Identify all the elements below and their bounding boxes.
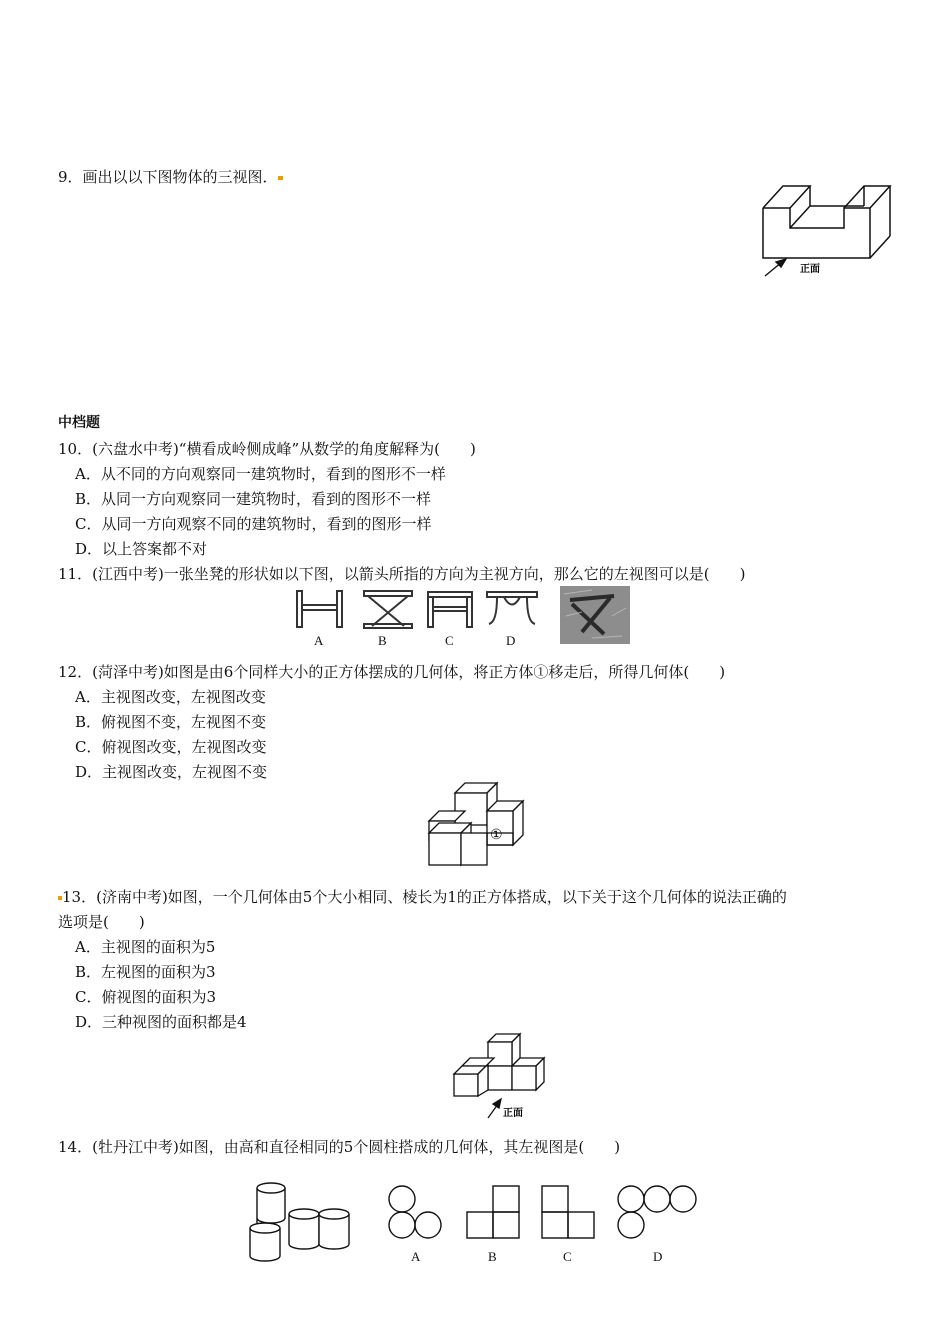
q12-option-b: B．俯视图不变，左视图不变 (75, 713, 267, 731)
q9-figure (760, 183, 900, 283)
q13-option-b: B．左视图的面积为3 (75, 963, 216, 981)
q14-label-a: A (411, 1249, 421, 1264)
q12-stem: 12．(菏泽中考)如图是由6个同样大小的正方体摆成的几何体，将正方体①移走后，所得几何体( ) (58, 663, 726, 681)
cube-1-label: ① (490, 828, 503, 843)
q12-option-d: D．主视图改变，左视图不变 (75, 763, 268, 781)
q11-label-c: C (445, 633, 454, 648)
front-label: 正面 (503, 1108, 523, 1119)
q10-stem: 10．(六盘水中考)“横看成岭侧成峰”从数学的角度解释为( ) (58, 440, 476, 458)
q10-option-d: D．以上答案都不对 (75, 540, 208, 558)
q13-option-d: D．三种视图的面积都是4 (75, 1013, 247, 1031)
q14-stem: 14．(牡丹江中考)如图，由高和直径相同的5个圆柱搭成的几何体，其左视图是( ) (58, 1138, 621, 1156)
q11-label-a: A (314, 633, 324, 648)
q13-figure (450, 1032, 560, 1122)
q14-label-c: C (563, 1249, 572, 1264)
q9-stem: 9．画出以以下图物体的三视图． (58, 167, 283, 187)
q10-option-a: A．从不同的方向观察同一建筑物时，看到的图形不一样 (75, 465, 446, 483)
q14-figures (245, 1178, 705, 1266)
q13-stem-line1: 13．(济南中考)如图，一个几何体由5个大小相同、棱长为1的正方体搭成，以下关于这个几何体的说法正确的 (58, 887, 787, 907)
q11-label-d: D (506, 633, 516, 648)
q10-option-c: C．从同一方向观察不同的建筑物时，看到的图形一样 (75, 515, 432, 533)
q13-option-a: A．主视图的面积为5 (75, 938, 216, 956)
q12-figure (425, 783, 525, 869)
q14-label-d: D (653, 1249, 663, 1264)
q10-option-b: B．从同一方向观察同一建筑物时，看到的图形不一样 (75, 490, 432, 508)
q13-stem-line2: 选项是( ) (58, 913, 145, 931)
q13-option-c: C．俯视图的面积为3 (75, 988, 217, 1006)
q12-option-c: C．俯视图改变，左视图改变 (75, 738, 267, 756)
q11-stem: 11．(江西中考)一张坐凳的形状如以下图，以箭头所指的方向为主视方向，那么它的左视图可以是( ) (58, 565, 746, 583)
q11-label-b: B (378, 633, 387, 648)
q14-label-b: B (488, 1249, 497, 1264)
front-label: 正面 (800, 264, 820, 275)
edit-mark (278, 176, 283, 180)
q12-option-a: A．主视图改变，左视图改变 (75, 688, 266, 706)
section-title: 中档题 (58, 415, 100, 431)
q11-figures (292, 586, 637, 648)
